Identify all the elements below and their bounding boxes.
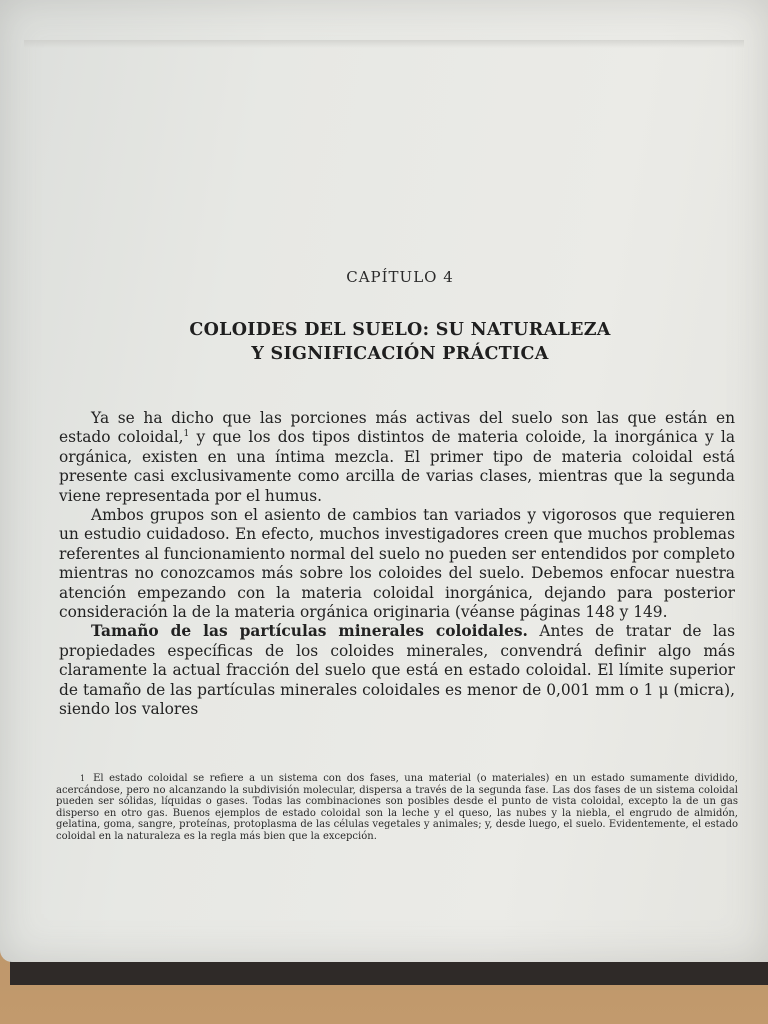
chapter-label: CAPÍTULO 4 bbox=[346, 268, 454, 286]
paragraph-1 bbox=[59, 409, 735, 506]
title-line-1: COLOIDES DEL SUELO: SU NATURALEZA bbox=[189, 320, 611, 340]
paragraph-1-end: y que los dos tipos distintos de materia coloide, la inorgánica y la orgánica, existen en una íntima mezcla. El primer tipo de materia coloidal está presente casi exclusivamente como arcilla de varias clases, mientras que la segunda viene representada por el humus. bbox=[59, 428, 735, 505]
paragraph-1-start: Ya se ha dicho que las porciones más activas del suelo son las que están en estado coloidal, bbox=[59, 409, 735, 447]
paragraph-2: Ambos grupos son el asiento de cambios tan variados y vigorosos que requieren un estudio cuidadoso. En efecto, muchos investigadores creen que muchos problemas referentes al funcionamiento normal del suelo no pueden ser entendidos por completo mientras no conozcamos más sobre los coloides del suelo. Debemos enfocar nuestra atención empezando con la materia coloidal inorgánica, dejando para posterior consideración la de la materia orgánica originaria (véanse páginas 148 y 149. bbox=[59, 506, 735, 622]
footnote-mark: 1 bbox=[80, 774, 86, 783]
footnote-ref: 1 bbox=[183, 429, 190, 440]
paragraph-3-text: Antes de tratar de las propiedades específicas de los coloides minerales, convendrá definir algo más claramente la actual fracción del suelo que está en estado coloidal. El límite superior de tamaño de las partículas minerales coloidales es menor de 0,001 mm o 1 μ (micra), siendo los valores bbox=[59, 622, 735, 719]
page-shade bbox=[24, 40, 744, 48]
title-line-2: Y SIGNIFICACIÓN PRÁCTICA bbox=[251, 344, 549, 364]
paragraph-3 bbox=[59, 622, 735, 719]
chapter-title bbox=[0, 318, 768, 366]
body-text bbox=[59, 409, 735, 720]
footnote bbox=[56, 773, 738, 843]
section-heading: Tamaño de las partículas minerales coloidales. bbox=[91, 622, 528, 641]
footnote-text: El estado coloidal se refiere a un sistema con dos fases, una material (o materiales) en un estado sumamente dividido, acercándose, pero no alcanzando la subdivisión molecular, dispersa a través de la segunda fase. Las dos fases de un sistema coloidal pueden ser sólidas, líquidas o gases. Todas las combinaciones son posibles desde el punto de vista coloidal, excepto la de un gas disperso en otro gas. Buenos ejemplos de estado coloidal son la leche y el queso, las nubes y la niebla, el engrudo de almidón, gelatina, goma, sangre, proteínas, protoplasma de las células vegetales y animales; y, desde luego, el suelo. Evidentemente, el estado coloidal en la naturaleza es la regla más bien que la excepción. bbox=[56, 773, 738, 842]
